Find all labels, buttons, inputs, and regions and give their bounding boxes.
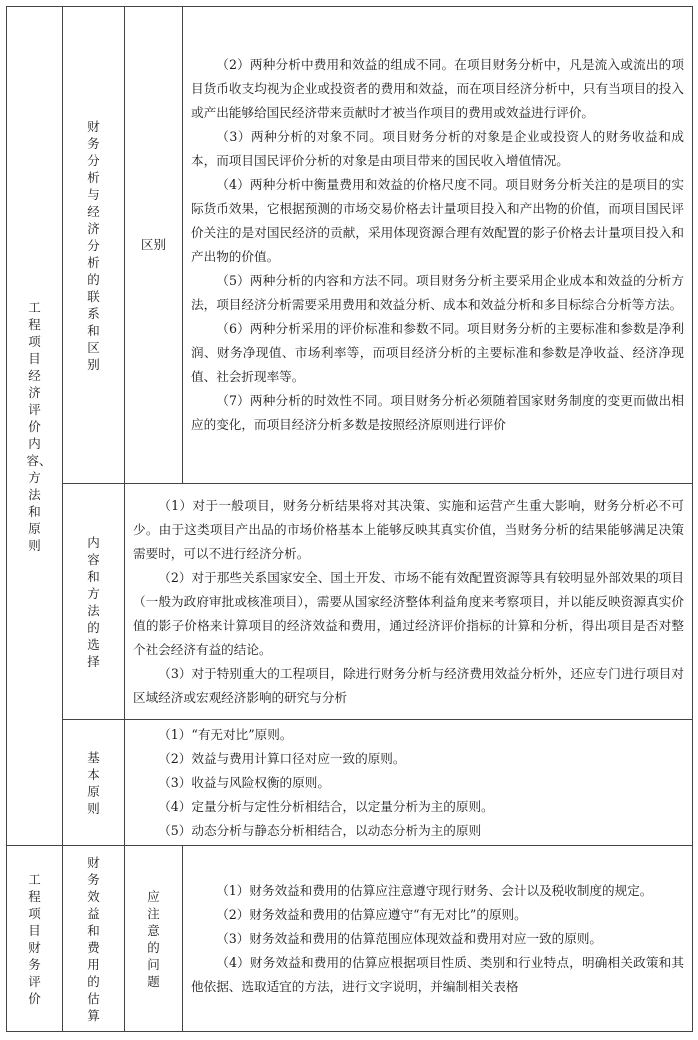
paragraph: （1）对于一般项目，财务分析结果将对其决策、实施和运营产生重大影响，财务分析必不可少。由于这类项目产出品的市场价格基本上能够反映其真实价值，当财务分析的结果能够满足决策需要时，可以不进行经济分析。 xyxy=(133,497,684,561)
paragraph: （7）两种分析的时效性不同。项目财务分析必须随着国家财务制度的变更而做出相应的变化，而项目经济分析多数是按照经济原则进行评价 xyxy=(191,393,684,432)
table-row-principles xyxy=(7,720,693,846)
subcategory-cell-financial xyxy=(63,846,125,1032)
sub-label-difference: 区别 xyxy=(140,237,167,252)
subcategory-label-principles: 基本原则 xyxy=(87,749,100,816)
principle-item: （2）效益与费用计算口径对应一致的原则。 xyxy=(158,750,406,766)
table-row-financial xyxy=(7,846,693,1032)
paragraph: （2）财务效益和费用的估算应遵守“有无对比”的原则。 xyxy=(216,906,527,922)
paragraph: （2）对于那些关系国家安全、国土开发、市场不能有效配置资源等具有较明显外部效果的项目（一般为政府审批或核准项目），需要从国家经济整体利益角度来考察项目，并以能反映资源真实价值的影子价格来计算项目的经济效益和费用，通过经济评价指标的计算和分析，得出项目是否对整个社会经济有益的结论。 xyxy=(133,569,684,657)
paragraph: （3）两种分析的对象不同。项目财务分析的对象是企业或投资人的财务收益和成本，而项目国民评价分析的对象是由项目带来的国民收入增值情况。 xyxy=(191,129,684,168)
subcategory-label-financial: 财务效益和费用的估算 xyxy=(87,854,100,1023)
paragraph: （3）财务效益和费用的估算范围应体现效益和费用对应一致的原则。 xyxy=(216,930,603,946)
category-cell-content xyxy=(7,7,63,846)
principle-item: （4）定量分析与定性分析相结合，以定量分析为主的原则。 xyxy=(158,798,494,814)
paragraph: （3）对于特别重大的工程项目，除进行财务分析与经济费用效益分析外，还应专门进行项目对区域经济或宏观经济影响的研究与分析 xyxy=(133,665,684,705)
sub-label-issues: 应注意的问题 xyxy=(147,888,160,989)
principle-item: （1）“有无对比”原则。 xyxy=(158,726,293,742)
content-cell-relation xyxy=(183,7,693,484)
principle-item: （3）收益与风险权衡的原则。 xyxy=(158,774,330,790)
principle-item: （5）动态分析与静态分析相结合，以动态分析为主的原则 xyxy=(158,822,482,838)
paragraph: （2）两种分析中费用和效益的组成不同。在项目财务分析中，凡是流入或流出的项目货币收支均视为企业或投资者的费用和效益，而在项目经济分析中，只有当项目的投入或产出能够给国民经济带来贡献时才被当作项目的费用或效益进行评价。 xyxy=(191,57,684,120)
content-cell-method xyxy=(125,484,693,720)
sub-label-cell-issues xyxy=(125,846,183,1032)
evaluation-table xyxy=(6,6,693,1032)
sub-label-cell-difference xyxy=(125,7,183,484)
paragraph: （4）两种分析中衡量费用和效益的价格尺度不同。项目财务分析关注的是项目的实际货币效果，它根据预测的市场交易价格去计量项目投入和产出物的价值，而项目国民评价关注的是对国民经济的贡献，采用体现资源合理有效配置的影子价格去计量项目投入和产出物的价值。 xyxy=(191,177,684,264)
paragraph: （4）财务效益和费用的估算应根据项目性质、类别和行业特点，明确相关政策和其他依据、选取适宜的方法，进行文字说明，并编制相关表格 xyxy=(191,954,684,994)
category-cell-financial xyxy=(7,846,63,1032)
subcategory-label-method: 内容和方法的选择 xyxy=(87,534,100,669)
table-row-method xyxy=(7,484,693,720)
subcategory-cell-method xyxy=(63,484,125,720)
paragraph: （5）两种分析的内容和方法不同。项目财务分析主要采用企业成本和效益的分析方法，项目经济分析需要采用费用和效益分析、成本和效益分析和多目标综合分析等方法。 xyxy=(191,273,684,312)
subcategory-cell-principles xyxy=(63,720,125,846)
table-row-relation xyxy=(7,7,693,484)
category-label-content: 工程项目经济评价内容、方法和原则 xyxy=(26,299,52,553)
paragraph: （6）两种分析采用的评价标准和参数不同。项目财务分析的主要标准和参数是净利润、财务净现值、市场利率等，而项目经济分析的主要标准和参数是净收益、经济净现值、社会折现率等。 xyxy=(191,321,684,384)
content-cell-principles xyxy=(125,720,693,846)
subcategory-cell-relation xyxy=(63,7,125,484)
category-label-financial: 工程项目财务评价 xyxy=(28,871,41,1006)
content-cell-financial xyxy=(183,846,693,1032)
paragraph: （1）财务效益和费用的估算应注意遵守现行财务、会计以及税收制度的规定。 xyxy=(216,882,653,898)
subcategory-label-relation: 财务分析与经济分析的联系和区别 xyxy=(87,118,100,372)
